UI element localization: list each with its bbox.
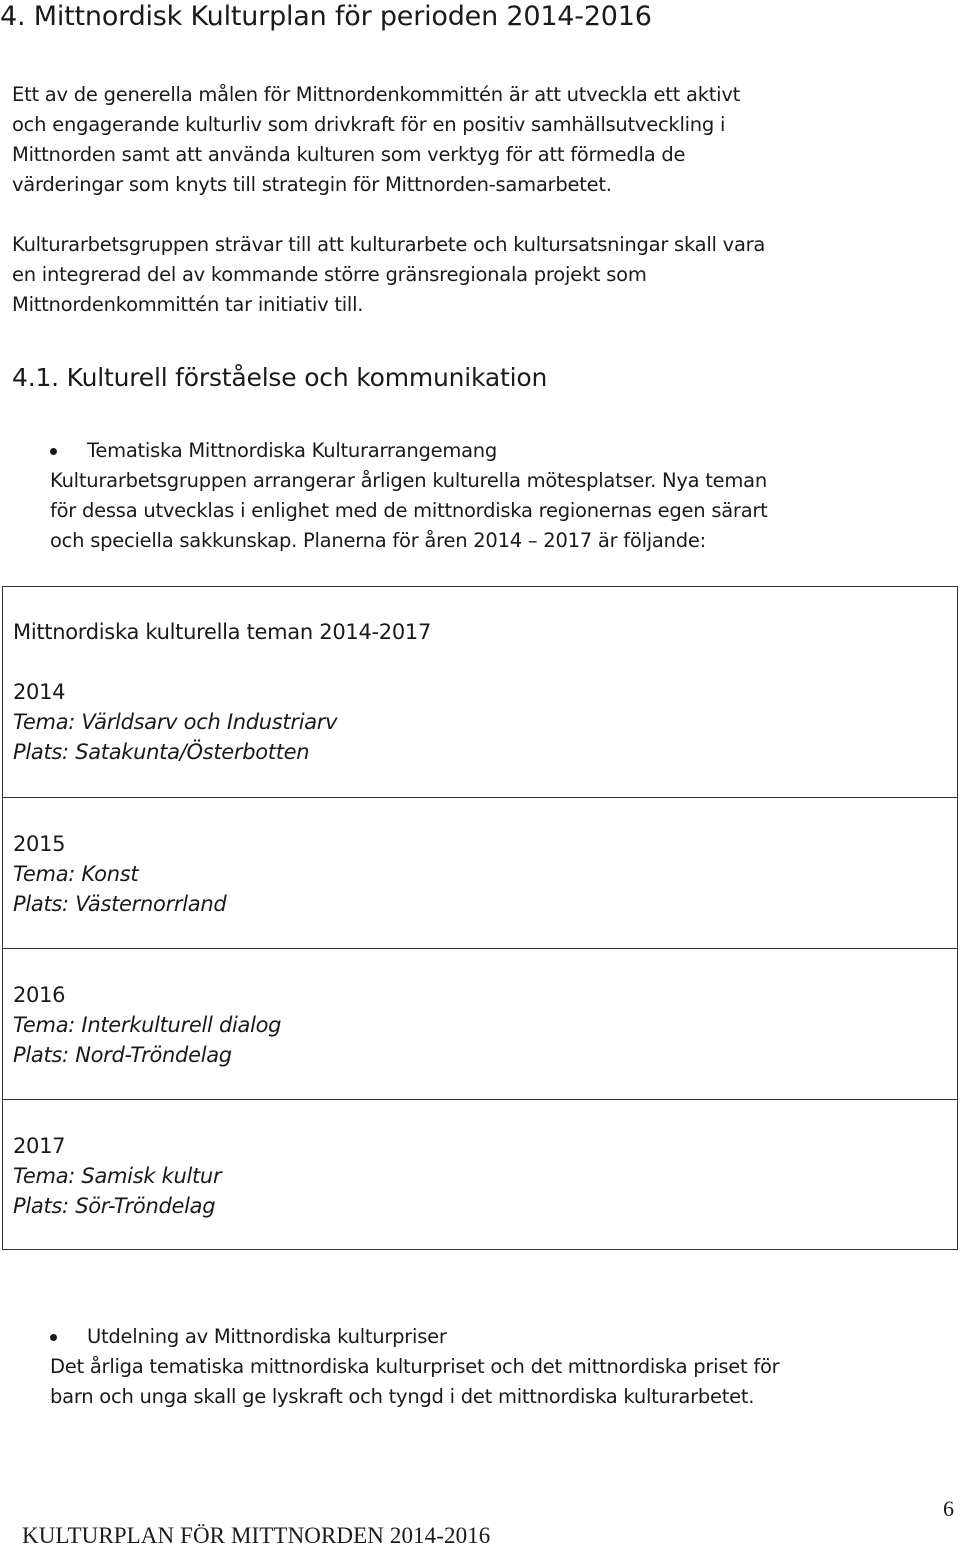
table-year: 2014 xyxy=(13,680,66,704)
table-cell-2016 xyxy=(3,949,957,1100)
table-year: 2015 xyxy=(13,832,66,856)
table-theme: Tema: Konst xyxy=(13,862,139,886)
text-line: för dessa utvecklas i enlighet med de mittnordiska regionernas egen särart xyxy=(50,499,768,522)
table-cell-2014 xyxy=(3,587,957,798)
table-cell-2015 xyxy=(3,798,957,949)
text-line: en integrerad del av kommande större gränsregionala projekt som xyxy=(12,263,647,286)
text-line: Ett av de generella målen för Mittnordenkommittén är att utveckla ett aktivt xyxy=(12,83,741,106)
bullet-title: Utdelning av Mittnordiska kulturpriser xyxy=(87,1325,447,1348)
bullet-item xyxy=(50,1322,950,1352)
bullet-culture-prizes xyxy=(50,1322,950,1412)
bullet-icon xyxy=(50,1334,57,1341)
page-number: 6 xyxy=(943,1496,954,1521)
table-theme: Tema: Samisk kultur xyxy=(13,1164,222,1188)
bullet-icon xyxy=(50,448,57,455)
table-theme: Tema: Interkulturell dialog xyxy=(13,1013,282,1037)
text-line: Kulturarbetsgruppen arrangerar årligen kulturella mötesplatser. Nya teman xyxy=(50,469,767,492)
bullet-item xyxy=(50,436,950,466)
working-group-paragraph xyxy=(12,230,957,320)
table-place: Plats: Västernorrland xyxy=(13,892,227,916)
page-heading: 4. Mittnordisk Kulturplan för perioden 2014-2016 xyxy=(0,1,652,32)
bullet-cultural-events xyxy=(50,436,950,556)
table-title: Mittnordiska kulturella teman 2014-2017 xyxy=(13,620,432,644)
text-line: Det årliga tematiska mittnordiska kulturpriset och det mittnordiska priset för xyxy=(50,1355,780,1378)
text-line: barn och unga skall ge lyskraft och tyngd i det mittnordiska kulturarbetet. xyxy=(50,1385,755,1408)
table-place: Plats: Nord-Tröndelag xyxy=(13,1043,232,1067)
section-heading: 4.1. Kulturell förståelse och kommunikation xyxy=(12,363,548,392)
themes-table xyxy=(2,586,958,1250)
table-place: Plats: Sör-Tröndelag xyxy=(13,1194,216,1218)
footer-title: KULTURPLAN FÖR MITTNORDEN 2014-2016 xyxy=(22,1523,491,1548)
intro-paragraph xyxy=(12,80,957,200)
text-line: Kulturarbetsgruppen strävar till att kulturarbete och kultursatsningar skall vara xyxy=(12,233,766,256)
text-line: Mittnorden samt att använda kulturen som verktyg för att förmedla de xyxy=(12,143,686,166)
table-theme: Tema: Världsarv och Industriarv xyxy=(13,710,338,734)
text-line: och speciella sakkunskap. Planerna för åren 2014 – 2017 är följande: xyxy=(50,529,706,552)
text-line: och engagerande kulturliv som drivkraft för en positiv samhällsutveckling i xyxy=(12,113,726,136)
table-year: 2017 xyxy=(13,1134,66,1158)
table-year: 2016 xyxy=(13,983,66,1007)
table-place: Plats: Satakunta/Österbotten xyxy=(13,740,310,764)
text-line: Mittnordenkommittén tar initiativ till. xyxy=(12,293,364,316)
table-cell-2017 xyxy=(3,1100,957,1248)
bullet-title: Tematiska Mittnordiska Kulturarrangemang xyxy=(87,439,498,462)
text-line: värderingar som knyts till strategin för Mittnorden-samarbetet. xyxy=(12,173,612,196)
